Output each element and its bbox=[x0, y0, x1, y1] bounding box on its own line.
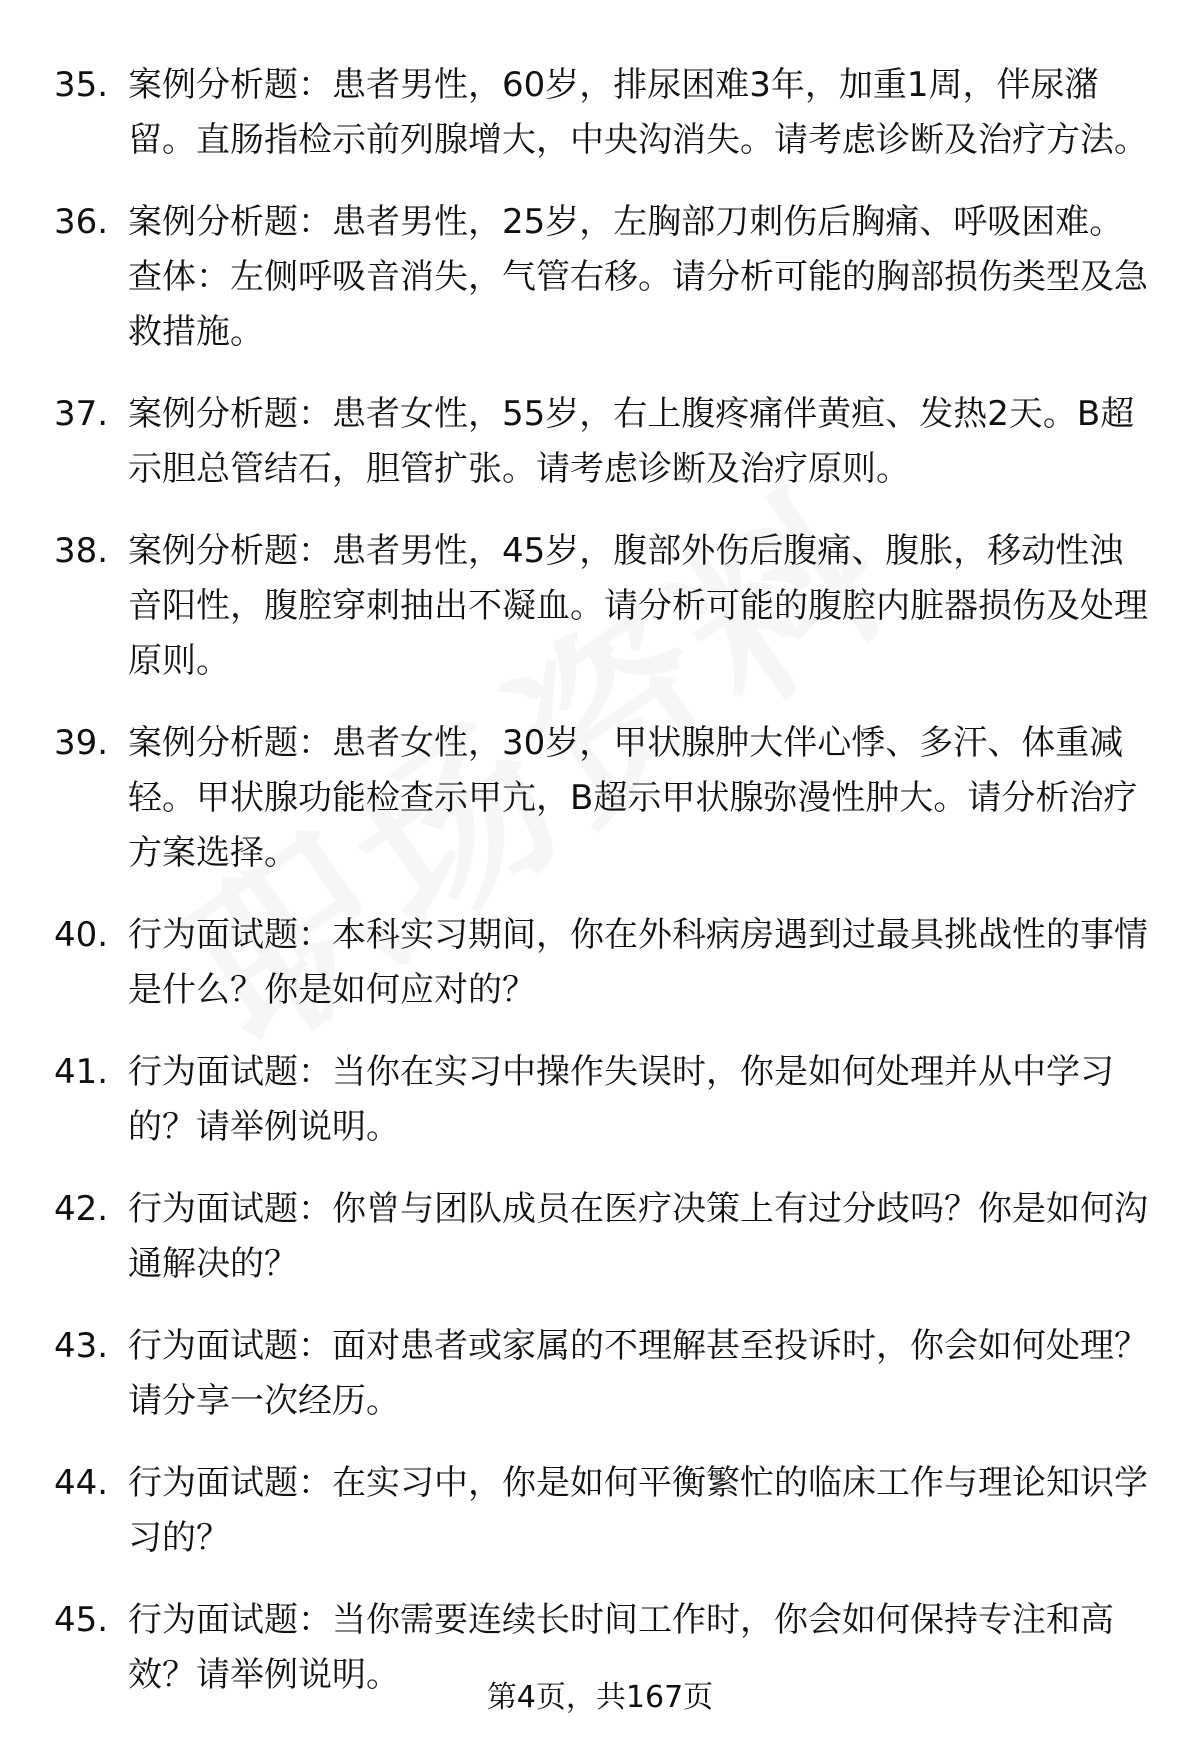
question-number: 44. bbox=[54, 1463, 109, 1503]
question-item bbox=[0, 716, 1200, 881]
question-text: 行为面试题：当你在实习中操作失误时，你是如何处理并从中学习的？请举例说明。 bbox=[128, 1052, 1114, 1147]
question-item bbox=[0, 908, 1200, 1018]
question-item bbox=[0, 1319, 1200, 1429]
question-list bbox=[0, 58, 1200, 1730]
question-number: 40. bbox=[54, 915, 109, 955]
question-number: 38. bbox=[54, 531, 109, 571]
question-text: 行为面试题：本科实习期间，你在外科病房遇到过最具挑战性的事情是什么？你是如何应对的？ bbox=[128, 915, 1148, 1010]
question-text: 案例分析题：患者男性，45岁，腹部外伤后腹痛、腹胀，移动性浊音阳性，腹腔穿刺抽出不凝血。请分析可能的腹腔内脏器损伤及处理原则。 bbox=[128, 531, 1148, 681]
question-number: 37. bbox=[54, 394, 109, 434]
question-text: 行为面试题：当你需要连续长时间工作时，你会如何保持专注和高效？请举例说明。 bbox=[128, 1600, 1114, 1695]
question-text: 行为面试题：在实习中，你是如何平衡繁忙的临床工作与理论知识学习的？ bbox=[128, 1463, 1148, 1558]
question-item bbox=[0, 58, 1200, 168]
question-item bbox=[0, 195, 1200, 360]
question-number: 35. bbox=[54, 65, 109, 105]
question-number: 45. bbox=[54, 1600, 109, 1640]
question-number: 41. bbox=[54, 1052, 109, 1092]
question-text: 案例分析题：患者男性，25岁，左胸部刀刺伤后胸痛、呼吸困难。查体：左侧呼吸音消失，气管右移。请分析可能的胸部损伤类型及急救措施。 bbox=[128, 202, 1148, 352]
page-number-label: 第4页，共167页 bbox=[486, 1680, 714, 1715]
question-text: 案例分析题：患者男性，60岁，排尿困难3年，加重1周，伴尿潴留。直肠指检示前列腺增大，中央沟消失。请考虑诊断及治疗方法。 bbox=[128, 65, 1148, 160]
question-text: 行为面试题：你曾与团队成员在医疗决策上有过分歧吗？你是如何沟通解决的？ bbox=[128, 1189, 1148, 1284]
question-item bbox=[0, 1045, 1200, 1155]
question-item bbox=[0, 524, 1200, 689]
question-item bbox=[0, 1182, 1200, 1292]
question-text: 案例分析题：患者女性，30岁，甲状腺肿大伴心悸、多汗、体重减轻。甲状腺功能检查示甲亢，B超示甲状腺弥漫性肿大。请分析治疗方案选择。 bbox=[128, 723, 1138, 873]
question-text: 案例分析题：患者女性，55岁，右上腹疼痛伴黄疸、发热2天。B超示胆总管结石，胆管扩张。请考虑诊断及治疗原则。 bbox=[128, 394, 1135, 489]
question-item bbox=[0, 1456, 1200, 1566]
question-number: 39. bbox=[54, 723, 109, 763]
question-number: 36. bbox=[54, 202, 109, 242]
page-footer bbox=[0, 1678, 1200, 1718]
question-item bbox=[0, 387, 1200, 497]
question-text: 行为面试题：面对患者或家属的不理解甚至投诉时，你会如何处理？请分享一次经历。 bbox=[128, 1326, 1148, 1421]
question-number: 42. bbox=[54, 1189, 109, 1229]
question-number: 43. bbox=[54, 1326, 109, 1366]
